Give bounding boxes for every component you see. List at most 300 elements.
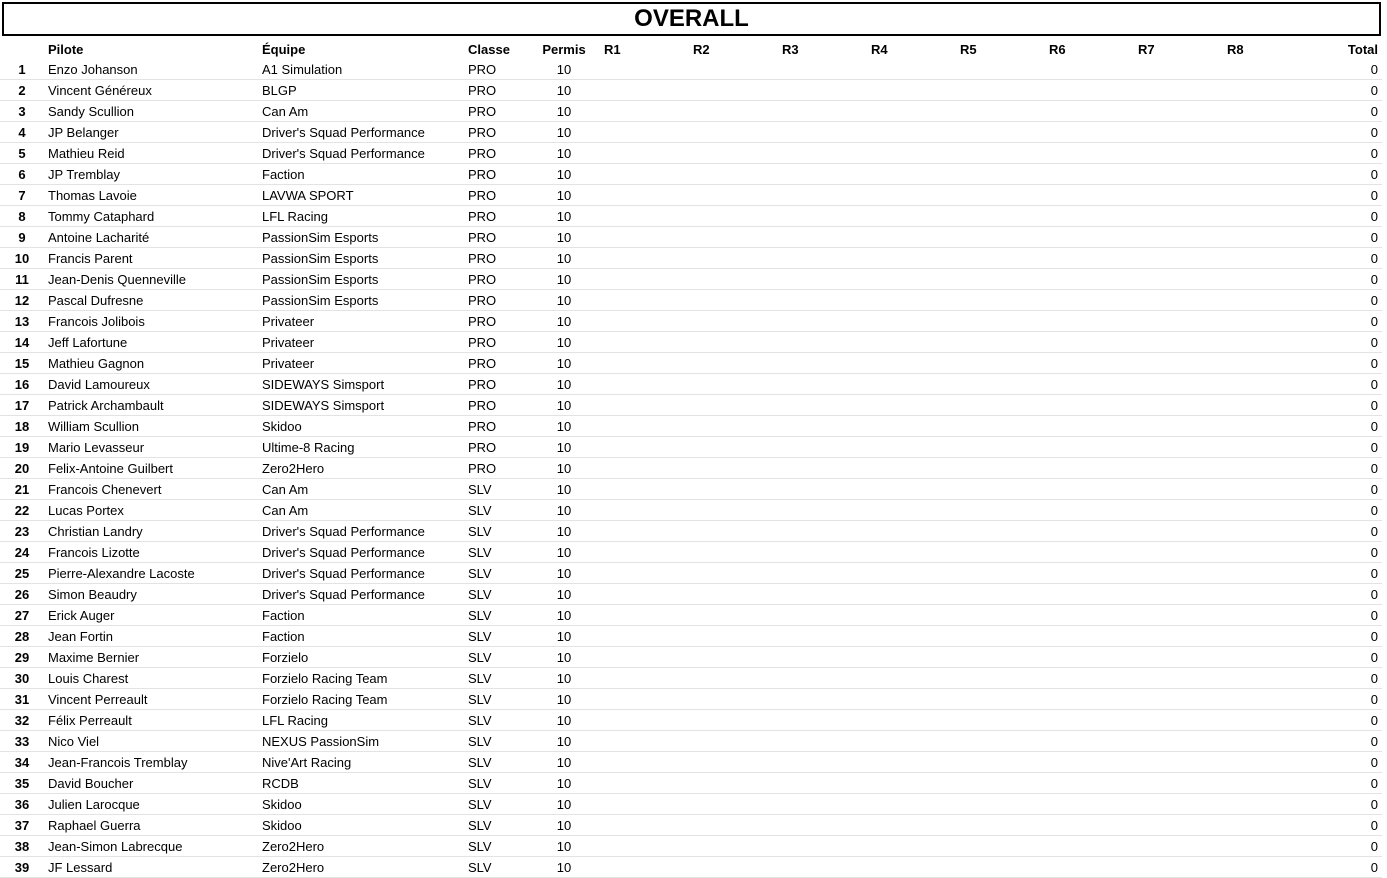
round-5-cell xyxy=(950,584,1039,605)
pilot-cell: JP Belanger xyxy=(48,122,262,143)
round-1-cell xyxy=(594,290,683,311)
header-position xyxy=(0,39,48,59)
round-7-cell xyxy=(1128,164,1217,185)
team-cell: Privateer xyxy=(262,332,468,353)
round-4-cell xyxy=(861,311,950,332)
round-5-cell xyxy=(950,164,1039,185)
table-row xyxy=(0,437,1382,458)
round-2-cell xyxy=(683,80,772,101)
round-3-cell xyxy=(772,626,861,647)
round-8-cell xyxy=(1217,80,1306,101)
pilot-cell: Pierre-Alexandre Lacoste xyxy=(48,563,262,584)
round-5-cell xyxy=(950,689,1039,710)
permis-cell: 10 xyxy=(534,605,594,626)
position-cell: 17 xyxy=(0,395,48,416)
team-cell: LFL Racing xyxy=(262,710,468,731)
round-8-cell xyxy=(1217,458,1306,479)
round-6-cell xyxy=(1039,80,1128,101)
team-cell: PassionSim Esports xyxy=(262,269,468,290)
position-cell: 19 xyxy=(0,437,48,458)
pilot-cell: JF Lessard xyxy=(48,857,262,878)
round-4-cell xyxy=(861,437,950,458)
round-6-cell xyxy=(1039,773,1128,794)
round-4-cell xyxy=(861,206,950,227)
total-cell: 0 xyxy=(1306,290,1382,311)
round-4-cell xyxy=(861,416,950,437)
round-3-cell xyxy=(772,248,861,269)
class-cell: SLV xyxy=(468,500,534,521)
team-cell: Ultime-8 Racing xyxy=(262,437,468,458)
permis-cell: 10 xyxy=(534,101,594,122)
round-7-cell xyxy=(1128,290,1217,311)
round-2-cell xyxy=(683,479,772,500)
round-3-cell xyxy=(772,59,861,80)
pilot-cell: David Lamoureux xyxy=(48,374,262,395)
table-row xyxy=(0,794,1382,815)
round-6-cell xyxy=(1039,836,1128,857)
team-cell: Faction xyxy=(262,605,468,626)
round-6-cell xyxy=(1039,668,1128,689)
class-cell: PRO xyxy=(468,164,534,185)
total-cell: 0 xyxy=(1306,80,1382,101)
team-cell: Driver's Squad Performance xyxy=(262,563,468,584)
round-8-cell xyxy=(1217,584,1306,605)
table-row xyxy=(0,521,1382,542)
position-cell: 20 xyxy=(0,458,48,479)
pilot-cell: Tommy Cataphard xyxy=(48,206,262,227)
round-6-cell xyxy=(1039,626,1128,647)
header-r4: R4 xyxy=(871,41,888,57)
team-cell: Privateer xyxy=(262,311,468,332)
round-8-cell xyxy=(1217,164,1306,185)
header-permis: Permis xyxy=(542,41,586,57)
round-4-cell xyxy=(861,836,950,857)
total-cell: 0 xyxy=(1306,248,1382,269)
pilot-cell: Antoine Lacharité xyxy=(48,227,262,248)
position-cell: 6 xyxy=(0,164,48,185)
team-cell: Zero2Hero xyxy=(262,458,468,479)
total-cell: 0 xyxy=(1306,458,1382,479)
round-5-cell xyxy=(950,815,1039,836)
round-1-cell xyxy=(594,794,683,815)
round-2-cell xyxy=(683,59,772,80)
team-cell: SIDEWAYS Simsport xyxy=(262,395,468,416)
round-4-cell xyxy=(861,584,950,605)
round-7-cell xyxy=(1128,374,1217,395)
table-row xyxy=(0,416,1382,437)
round-2-cell xyxy=(683,857,772,878)
round-6-cell xyxy=(1039,206,1128,227)
round-5-cell xyxy=(950,122,1039,143)
pilot-cell: Mathieu Reid xyxy=(48,143,262,164)
table-row xyxy=(0,185,1382,206)
permis-cell: 10 xyxy=(534,773,594,794)
table-row xyxy=(0,815,1382,836)
position-cell: 9 xyxy=(0,227,48,248)
class-cell: PRO xyxy=(468,437,534,458)
position-cell: 37 xyxy=(0,815,48,836)
round-2-cell xyxy=(683,773,772,794)
round-5-cell xyxy=(950,731,1039,752)
pilot-cell: Louis Charest xyxy=(48,668,262,689)
total-cell: 0 xyxy=(1306,122,1382,143)
table-body xyxy=(0,59,1382,878)
position-cell: 13 xyxy=(0,311,48,332)
table-row xyxy=(0,563,1382,584)
total-cell: 0 xyxy=(1306,353,1382,374)
round-3-cell xyxy=(772,815,861,836)
round-3-cell xyxy=(772,752,861,773)
round-8-cell xyxy=(1217,353,1306,374)
round-6-cell xyxy=(1039,752,1128,773)
position-cell: 38 xyxy=(0,836,48,857)
table-row xyxy=(0,626,1382,647)
round-4-cell xyxy=(861,332,950,353)
round-1-cell xyxy=(594,353,683,374)
table-row xyxy=(0,773,1382,794)
round-7-cell xyxy=(1128,836,1217,857)
position-cell: 31 xyxy=(0,689,48,710)
round-3-cell xyxy=(772,206,861,227)
total-cell: 0 xyxy=(1306,206,1382,227)
round-3-cell xyxy=(772,731,861,752)
pilot-cell: Jeff Lafortune xyxy=(48,332,262,353)
permis-cell: 10 xyxy=(534,752,594,773)
round-2-cell xyxy=(683,815,772,836)
round-7-cell xyxy=(1128,794,1217,815)
round-2-cell xyxy=(683,836,772,857)
round-6-cell xyxy=(1039,185,1128,206)
permis-cell: 10 xyxy=(534,227,594,248)
round-7-cell xyxy=(1128,668,1217,689)
round-3-cell xyxy=(772,269,861,290)
round-6-cell xyxy=(1039,248,1128,269)
permis-cell: 10 xyxy=(534,857,594,878)
team-cell: Forzielo Racing Team xyxy=(262,668,468,689)
round-8-cell xyxy=(1217,479,1306,500)
round-5-cell xyxy=(950,500,1039,521)
round-3-cell xyxy=(772,542,861,563)
table-row xyxy=(0,290,1382,311)
permis-cell: 10 xyxy=(534,332,594,353)
round-1-cell xyxy=(594,626,683,647)
round-7-cell xyxy=(1128,353,1217,374)
round-7-cell xyxy=(1128,101,1217,122)
round-8-cell xyxy=(1217,563,1306,584)
round-2-cell xyxy=(683,269,772,290)
round-6-cell xyxy=(1039,731,1128,752)
round-8-cell xyxy=(1217,248,1306,269)
position-cell: 33 xyxy=(0,731,48,752)
total-cell: 0 xyxy=(1306,647,1382,668)
class-cell: SLV xyxy=(468,710,534,731)
class-cell: PRO xyxy=(468,227,534,248)
round-5-cell xyxy=(950,80,1039,101)
round-8-cell xyxy=(1217,773,1306,794)
permis-cell: 10 xyxy=(534,80,594,101)
class-cell: PRO xyxy=(468,416,534,437)
round-3-cell xyxy=(772,836,861,857)
total-cell: 0 xyxy=(1306,584,1382,605)
round-4-cell xyxy=(861,227,950,248)
round-2-cell xyxy=(683,353,772,374)
total-cell: 0 xyxy=(1306,479,1382,500)
position-cell: 22 xyxy=(0,500,48,521)
team-cell: Privateer xyxy=(262,353,468,374)
total-cell: 0 xyxy=(1306,143,1382,164)
permis-cell: 10 xyxy=(534,836,594,857)
round-5-cell xyxy=(950,227,1039,248)
round-3-cell xyxy=(772,290,861,311)
table-row xyxy=(0,374,1382,395)
position-cell: 34 xyxy=(0,752,48,773)
round-2-cell xyxy=(683,605,772,626)
team-cell: Skidoo xyxy=(262,815,468,836)
round-2-cell xyxy=(683,101,772,122)
round-6-cell xyxy=(1039,605,1128,626)
round-8-cell xyxy=(1217,122,1306,143)
team-cell: Skidoo xyxy=(262,416,468,437)
round-7-cell xyxy=(1128,227,1217,248)
position-cell: 32 xyxy=(0,710,48,731)
round-6-cell xyxy=(1039,395,1128,416)
pilot-cell: Patrick Archambault xyxy=(48,395,262,416)
round-1-cell xyxy=(594,689,683,710)
permis-cell: 10 xyxy=(534,59,594,80)
round-2-cell xyxy=(683,689,772,710)
position-cell: 35 xyxy=(0,773,48,794)
pilot-cell: Julien Larocque xyxy=(48,794,262,815)
total-cell: 0 xyxy=(1306,563,1382,584)
permis-cell: 10 xyxy=(534,290,594,311)
pilot-cell: Vincent Généreux xyxy=(48,80,262,101)
permis-cell: 10 xyxy=(534,395,594,416)
total-cell: 0 xyxy=(1306,752,1382,773)
team-cell: Zero2Hero xyxy=(262,857,468,878)
table-row xyxy=(0,731,1382,752)
round-8-cell xyxy=(1217,416,1306,437)
table-row xyxy=(0,752,1382,773)
class-cell: SLV xyxy=(468,836,534,857)
round-7-cell xyxy=(1128,542,1217,563)
position-cell: 15 xyxy=(0,353,48,374)
round-5-cell xyxy=(950,668,1039,689)
position-cell: 16 xyxy=(0,374,48,395)
round-7-cell xyxy=(1128,437,1217,458)
total-cell: 0 xyxy=(1306,542,1382,563)
round-4-cell xyxy=(861,668,950,689)
round-6-cell xyxy=(1039,164,1128,185)
round-4-cell xyxy=(861,626,950,647)
total-cell: 0 xyxy=(1306,710,1382,731)
round-4-cell xyxy=(861,80,950,101)
team-cell: Forzielo xyxy=(262,647,468,668)
round-6-cell xyxy=(1039,584,1128,605)
round-7-cell xyxy=(1128,857,1217,878)
round-5-cell xyxy=(950,626,1039,647)
class-cell: SLV xyxy=(468,479,534,500)
round-7-cell xyxy=(1128,605,1217,626)
pilot-cell: Thomas Lavoie xyxy=(48,185,262,206)
round-4-cell xyxy=(861,857,950,878)
round-3-cell xyxy=(772,710,861,731)
round-2-cell xyxy=(683,458,772,479)
table-row xyxy=(0,59,1382,80)
position-cell: 23 xyxy=(0,521,48,542)
round-4-cell xyxy=(861,689,950,710)
round-2-cell xyxy=(683,437,772,458)
round-3-cell xyxy=(772,563,861,584)
round-4-cell xyxy=(861,290,950,311)
round-8-cell xyxy=(1217,689,1306,710)
table-row xyxy=(0,857,1382,878)
round-1-cell xyxy=(594,248,683,269)
pilot-cell: Mario Levasseur xyxy=(48,437,262,458)
round-4-cell xyxy=(861,563,950,584)
round-8-cell xyxy=(1217,815,1306,836)
round-8-cell xyxy=(1217,59,1306,80)
pilot-cell: Enzo Johanson xyxy=(48,59,262,80)
round-7-cell xyxy=(1128,80,1217,101)
round-5-cell xyxy=(950,521,1039,542)
permis-cell: 10 xyxy=(534,143,594,164)
round-5-cell xyxy=(950,59,1039,80)
round-3-cell xyxy=(772,437,861,458)
permis-cell: 10 xyxy=(534,647,594,668)
round-3-cell xyxy=(772,521,861,542)
round-2-cell xyxy=(683,626,772,647)
header-r7: R7 xyxy=(1138,41,1155,57)
pilot-cell: Felix-Antoine Guilbert xyxy=(48,458,262,479)
round-8-cell xyxy=(1217,668,1306,689)
round-8-cell xyxy=(1217,185,1306,206)
round-3-cell xyxy=(772,332,861,353)
round-1-cell xyxy=(594,479,683,500)
pilot-cell: Erick Auger xyxy=(48,605,262,626)
round-3-cell xyxy=(772,395,861,416)
round-7-cell xyxy=(1128,689,1217,710)
round-1-cell xyxy=(594,710,683,731)
round-5-cell xyxy=(950,290,1039,311)
class-cell: PRO xyxy=(468,248,534,269)
round-6-cell xyxy=(1039,101,1128,122)
table-row xyxy=(0,248,1382,269)
round-7-cell xyxy=(1128,122,1217,143)
permis-cell: 10 xyxy=(534,815,594,836)
total-cell: 0 xyxy=(1306,605,1382,626)
round-7-cell xyxy=(1128,206,1217,227)
round-6-cell xyxy=(1039,542,1128,563)
permis-cell: 10 xyxy=(534,269,594,290)
total-cell: 0 xyxy=(1306,626,1382,647)
pilot-cell: Christian Landry xyxy=(48,521,262,542)
team-cell: Skidoo xyxy=(262,794,468,815)
class-cell: SLV xyxy=(468,521,534,542)
round-7-cell xyxy=(1128,248,1217,269)
round-7-cell xyxy=(1128,815,1217,836)
round-1-cell xyxy=(594,584,683,605)
header-r3: R3 xyxy=(782,41,799,57)
class-cell: SLV xyxy=(468,647,534,668)
total-cell: 0 xyxy=(1306,668,1382,689)
pilot-cell: Vincent Perreault xyxy=(48,689,262,710)
round-1-cell xyxy=(594,647,683,668)
team-cell: Driver's Squad Performance xyxy=(262,521,468,542)
pilot-cell: Raphael Guerra xyxy=(48,815,262,836)
round-7-cell xyxy=(1128,269,1217,290)
round-4-cell xyxy=(861,710,950,731)
total-cell: 0 xyxy=(1306,857,1382,878)
table-row xyxy=(0,836,1382,857)
class-cell: SLV xyxy=(468,668,534,689)
permis-cell: 10 xyxy=(534,311,594,332)
round-8-cell xyxy=(1217,206,1306,227)
total-cell: 0 xyxy=(1306,836,1382,857)
class-cell: PRO xyxy=(468,395,534,416)
header-row xyxy=(0,39,1382,59)
pilot-cell: Nico Viel xyxy=(48,731,262,752)
round-2-cell xyxy=(683,248,772,269)
round-5-cell xyxy=(950,353,1039,374)
round-2-cell xyxy=(683,542,772,563)
team-cell: NEXUS PassionSim xyxy=(262,731,468,752)
header-pilot: Pilote xyxy=(48,41,84,57)
table-row xyxy=(0,458,1382,479)
position-cell: 14 xyxy=(0,332,48,353)
class-cell: SLV xyxy=(468,857,534,878)
round-3-cell xyxy=(772,857,861,878)
table-row xyxy=(0,605,1382,626)
table-row xyxy=(0,101,1382,122)
pilot-cell: Jean-Francois Tremblay xyxy=(48,752,262,773)
round-7-cell xyxy=(1128,185,1217,206)
class-cell: PRO xyxy=(468,332,534,353)
permis-cell: 10 xyxy=(534,437,594,458)
round-3-cell xyxy=(772,374,861,395)
total-cell: 0 xyxy=(1306,332,1382,353)
round-5-cell xyxy=(950,542,1039,563)
round-5-cell xyxy=(950,437,1039,458)
header-class: Classe xyxy=(468,41,510,57)
round-8-cell xyxy=(1217,521,1306,542)
position-cell: 36 xyxy=(0,794,48,815)
round-2-cell xyxy=(683,332,772,353)
round-1-cell xyxy=(594,332,683,353)
permis-cell: 10 xyxy=(534,206,594,227)
team-cell: Nive'Art Racing xyxy=(262,752,468,773)
table-row xyxy=(0,311,1382,332)
round-6-cell xyxy=(1039,437,1128,458)
round-3-cell xyxy=(772,458,861,479)
team-cell: PassionSim Esports xyxy=(262,248,468,269)
permis-cell: 10 xyxy=(534,164,594,185)
permis-cell: 10 xyxy=(534,689,594,710)
table-row xyxy=(0,689,1382,710)
class-cell: SLV xyxy=(468,794,534,815)
round-3-cell xyxy=(772,185,861,206)
round-3-cell xyxy=(772,416,861,437)
round-1-cell xyxy=(594,269,683,290)
class-cell: SLV xyxy=(468,584,534,605)
permis-cell: 10 xyxy=(534,479,594,500)
round-8-cell xyxy=(1217,311,1306,332)
round-8-cell xyxy=(1217,332,1306,353)
round-2-cell xyxy=(683,647,772,668)
permis-cell: 10 xyxy=(534,584,594,605)
round-5-cell xyxy=(950,710,1039,731)
round-3-cell xyxy=(772,353,861,374)
round-7-cell xyxy=(1128,458,1217,479)
